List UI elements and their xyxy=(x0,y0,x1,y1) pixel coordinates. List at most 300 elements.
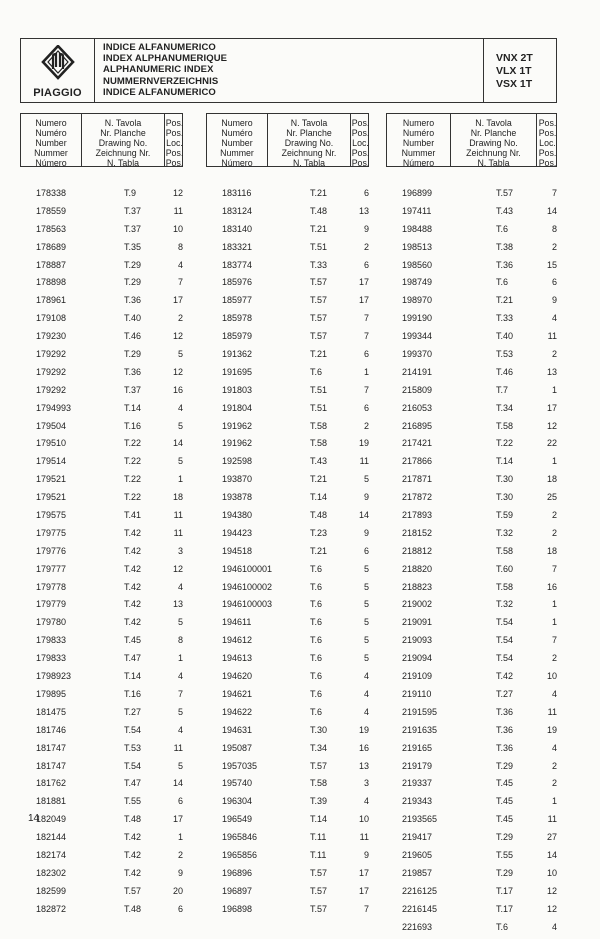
part-number: 183124 xyxy=(222,205,253,216)
table-number: T.43 xyxy=(496,205,514,216)
header-line: Numéro xyxy=(221,128,253,138)
part-number: 219093 xyxy=(402,635,433,646)
table-number: T.22 xyxy=(124,438,142,449)
part-number: 179777 xyxy=(36,563,67,574)
header-pos xyxy=(536,114,558,166)
list-item xyxy=(402,832,557,850)
part-number: 195740 xyxy=(222,778,253,789)
position-number: 5 xyxy=(177,706,183,717)
header-numero xyxy=(387,114,450,166)
part-number: 179510 xyxy=(36,438,67,449)
part-number: 179778 xyxy=(36,581,67,592)
list-item xyxy=(402,671,557,689)
header-line: Loc. xyxy=(539,138,556,148)
position-number: 11 xyxy=(173,205,183,216)
part-number: 185977 xyxy=(222,295,253,306)
position-number: 13 xyxy=(172,599,183,610)
list-item xyxy=(222,260,369,278)
table-number: T.46 xyxy=(124,331,142,342)
title-line: NUMMERNVERZEICHNIS xyxy=(103,75,219,87)
list-item xyxy=(402,456,557,474)
list-item xyxy=(36,242,183,260)
part-number: 1946100003 xyxy=(222,599,273,610)
header-line: Zeichnung Nr. xyxy=(281,148,337,158)
table-number: T.21 xyxy=(310,223,328,234)
table-number: T.21 xyxy=(496,295,514,306)
header-line: Numero xyxy=(221,118,253,128)
part-number: 182302 xyxy=(36,867,67,878)
table-number: T.32 xyxy=(496,527,514,538)
part-number: 219091 xyxy=(402,617,433,628)
position-number: 7 xyxy=(363,331,369,342)
position-number: 4 xyxy=(551,313,557,324)
part-number: 196549 xyxy=(222,814,253,825)
list-item xyxy=(222,528,369,546)
table-number: T.57 xyxy=(310,760,328,771)
table-number: T.14 xyxy=(124,402,142,413)
header-tavola xyxy=(450,114,536,166)
position-number: 5 xyxy=(363,581,369,592)
part-number: 194620 xyxy=(222,671,253,682)
table-number: T.14 xyxy=(124,671,142,682)
part-number: 179779 xyxy=(36,599,67,610)
table-number: T.33 xyxy=(496,313,514,324)
table-number: T.54 xyxy=(496,617,514,628)
part-number: 218812 xyxy=(402,545,433,556)
position-number: 14 xyxy=(546,205,557,216)
header-line: Number xyxy=(35,138,67,148)
position-number: 17 xyxy=(358,885,369,896)
list-item xyxy=(222,188,369,206)
part-number: 196898 xyxy=(222,903,253,914)
part-number: 191804 xyxy=(222,402,253,413)
header-line: Drawing No. xyxy=(469,138,518,148)
table-number: T.42 xyxy=(124,527,142,538)
list-item xyxy=(36,617,183,635)
header-line: Pos. xyxy=(538,118,557,128)
table-number: T.58 xyxy=(310,420,328,431)
header-line: Pos. xyxy=(351,158,370,168)
list-item xyxy=(222,492,369,510)
part-number: 198488 xyxy=(402,223,433,234)
list-item xyxy=(36,474,183,492)
list-item xyxy=(402,313,557,331)
position-number: 4 xyxy=(551,688,557,699)
list-item xyxy=(36,331,183,349)
position-number: 2 xyxy=(177,313,183,324)
position-number: 4 xyxy=(177,402,183,413)
list-item xyxy=(36,689,183,707)
position-number: 11 xyxy=(173,742,183,753)
list-item xyxy=(222,349,369,367)
header-line: Zeichnung Nr. xyxy=(466,148,521,158)
position-number: 27 xyxy=(546,832,557,843)
list-item xyxy=(402,599,557,617)
table-number: T.57 xyxy=(496,188,514,198)
table-number: T.39 xyxy=(310,796,328,807)
table-number: T.14 xyxy=(310,492,328,503)
list-item xyxy=(36,832,183,850)
part-number: 194423 xyxy=(222,527,253,538)
table-number: T.51 xyxy=(310,402,328,413)
table-number: T.45 xyxy=(124,635,142,646)
position-number: 11 xyxy=(547,706,557,717)
list-item xyxy=(36,725,183,743)
position-number: 16 xyxy=(358,742,369,753)
part-number: 195087 xyxy=(222,742,253,753)
part-number: 178898 xyxy=(36,277,67,288)
table-number: T.57 xyxy=(124,885,142,896)
list-item xyxy=(222,599,369,617)
list-item xyxy=(222,313,369,331)
list-item xyxy=(402,922,557,939)
position-number: 10 xyxy=(358,814,369,825)
list-item xyxy=(222,832,369,850)
list-item xyxy=(402,349,557,367)
list-item xyxy=(222,707,369,725)
position-number: 15 xyxy=(546,259,557,270)
table-number: T.57 xyxy=(310,885,328,896)
list-item xyxy=(36,707,183,725)
list-item xyxy=(36,224,183,242)
position-number: 5 xyxy=(363,617,369,628)
list-item xyxy=(36,796,183,814)
header-line: Pos. xyxy=(351,118,370,128)
table-number: T.36 xyxy=(496,742,514,753)
list-item xyxy=(402,421,557,439)
table-number: T.53 xyxy=(496,349,514,360)
list-item xyxy=(222,277,369,295)
part-number: 199344 xyxy=(402,331,433,342)
list-item xyxy=(36,761,183,779)
part-number: 182144 xyxy=(36,832,67,843)
list-item xyxy=(36,528,183,546)
table-number: T.58 xyxy=(310,438,328,449)
part-number: 179575 xyxy=(36,510,67,521)
table-number: T.58 xyxy=(496,545,514,556)
position-number: 12 xyxy=(172,331,183,342)
table-number: T.51 xyxy=(310,384,328,395)
header-line: Pos. xyxy=(165,118,184,128)
table-number: T.38 xyxy=(496,241,514,252)
part-number: 179504 xyxy=(36,420,67,431)
position-number: 20 xyxy=(172,885,183,896)
part-number: 1946100001 xyxy=(222,563,273,574)
list-item xyxy=(36,367,183,385)
position-number: 2 xyxy=(551,241,557,252)
position-number: 9 xyxy=(551,295,557,306)
table-number: T.36 xyxy=(496,259,514,270)
list-item xyxy=(402,528,557,546)
list-item xyxy=(222,403,369,421)
position-number: 7 xyxy=(363,313,369,324)
table-number: T.14 xyxy=(310,814,328,825)
index-column-2 xyxy=(222,188,369,922)
position-number: 8 xyxy=(177,635,183,646)
part-number: 194622 xyxy=(222,706,253,717)
table-number: T.54 xyxy=(496,635,514,646)
part-number: 191962 xyxy=(222,420,253,431)
list-item xyxy=(36,456,183,474)
part-number: 178559 xyxy=(36,205,67,216)
table-number: T.21 xyxy=(310,349,328,360)
list-item xyxy=(222,904,369,922)
header-line: Nr. Planche xyxy=(286,128,332,138)
part-number: 181881 xyxy=(36,796,67,807)
header-line: Nr. Planche xyxy=(100,128,146,138)
position-number: 12 xyxy=(546,885,557,896)
list-item xyxy=(222,886,369,904)
table-number: T.45 xyxy=(496,778,514,789)
table-number: T.17 xyxy=(496,903,514,914)
header-line: Pos. xyxy=(165,128,184,138)
position-number: 18 xyxy=(546,545,557,556)
list-item xyxy=(402,277,557,295)
position-number: 4 xyxy=(177,581,183,592)
table-number: T.37 xyxy=(124,384,142,395)
part-number: 179292 xyxy=(36,384,67,395)
position-number: 6 xyxy=(177,796,183,807)
header-numero xyxy=(207,114,267,166)
position-number: 12 xyxy=(546,420,557,431)
table-number: T.6 xyxy=(496,277,509,288)
part-number: 197411 xyxy=(402,205,432,216)
table-number: T.21 xyxy=(310,545,328,556)
table-number: T.48 xyxy=(124,903,142,914)
part-number: 218152 xyxy=(402,527,433,538)
part-number: 194621 xyxy=(222,688,253,699)
table-number: T.42 xyxy=(124,545,142,556)
part-number: 185976 xyxy=(222,277,253,288)
table-number: T.57 xyxy=(310,295,328,306)
header-line: Number xyxy=(221,138,253,148)
part-number: 182174 xyxy=(36,849,67,860)
table-number: T.60 xyxy=(496,563,514,574)
list-item xyxy=(222,743,369,761)
part-number: 183774 xyxy=(222,259,253,270)
table-number: T.54 xyxy=(124,724,142,735)
table-number: T.6 xyxy=(310,617,323,628)
position-number: 17 xyxy=(172,295,183,306)
position-number: 1 xyxy=(551,617,557,628)
position-number: 7 xyxy=(551,563,557,574)
list-item xyxy=(402,582,557,600)
list-item xyxy=(36,564,183,582)
position-number: 10 xyxy=(546,867,557,878)
list-item xyxy=(222,671,369,689)
position-number: 4 xyxy=(363,706,369,717)
table-number: T.42 xyxy=(124,617,142,628)
list-item xyxy=(36,850,183,868)
position-number: 4 xyxy=(363,688,369,699)
part-number: 194611 xyxy=(222,617,252,628)
part-number: 178338 xyxy=(36,188,67,198)
position-number: 5 xyxy=(363,474,369,485)
list-item xyxy=(36,886,183,904)
table-number: T.57 xyxy=(310,313,328,324)
table-number: T.34 xyxy=(496,402,514,413)
table-number: T.47 xyxy=(124,653,142,664)
column-header-1 xyxy=(20,113,183,167)
list-item xyxy=(36,260,183,278)
list-item xyxy=(222,761,369,779)
table-number: T.6 xyxy=(310,581,323,592)
part-number: 182599 xyxy=(36,885,67,896)
position-number: 1 xyxy=(551,384,557,395)
list-item xyxy=(402,814,557,832)
part-number: 219179 xyxy=(402,760,433,771)
header-line: Loc. xyxy=(352,138,369,148)
list-item xyxy=(36,313,183,331)
model-label: VLX 1T xyxy=(496,65,532,77)
position-number: 12 xyxy=(172,366,183,377)
position-number: 4 xyxy=(177,259,183,270)
list-item xyxy=(36,546,183,564)
position-number: 8 xyxy=(177,241,183,252)
position-number: 6 xyxy=(551,277,557,288)
header-line: Pos. xyxy=(538,158,557,168)
position-number: 6 xyxy=(363,188,369,198)
list-item xyxy=(36,492,183,510)
list-item xyxy=(222,438,369,456)
list-item xyxy=(222,242,369,260)
table-number: T.6 xyxy=(310,706,323,717)
position-number: 13 xyxy=(358,760,369,771)
part-number: 178887 xyxy=(36,259,67,270)
position-number: 16 xyxy=(546,581,557,592)
position-number: 5 xyxy=(177,760,183,771)
position-number: 10 xyxy=(172,223,183,234)
table-number: T.43 xyxy=(310,456,328,467)
table-number: T.36 xyxy=(496,706,514,717)
header-line: N. Tavola xyxy=(475,118,512,128)
table-number: T.37 xyxy=(124,205,142,216)
part-number: 219605 xyxy=(402,849,433,860)
table-number: T.51 xyxy=(310,241,328,252)
header-line: Pos. xyxy=(538,128,557,138)
table-number: T.6 xyxy=(310,366,323,377)
part-number: 179895 xyxy=(36,688,67,699)
part-number: 194380 xyxy=(222,510,253,521)
table-number: T.27 xyxy=(124,706,142,717)
position-number: 16 xyxy=(172,384,183,395)
position-number: 9 xyxy=(363,223,369,234)
list-item xyxy=(402,904,557,922)
table-number: T.21 xyxy=(310,188,328,198)
part-number: 181475 xyxy=(36,706,67,717)
table-number: T.22 xyxy=(124,474,142,485)
position-number: 9 xyxy=(177,867,183,878)
position-number: 17 xyxy=(546,402,557,413)
position-number: 7 xyxy=(177,688,183,699)
part-number: 221693 xyxy=(402,921,433,932)
list-item xyxy=(36,206,183,224)
header-line: Zeichnung Nr. xyxy=(95,148,151,158)
list-item xyxy=(222,331,369,349)
part-number: 182872 xyxy=(36,903,67,914)
position-number: 6 xyxy=(363,402,369,413)
position-number: 2 xyxy=(551,778,557,789)
table-number: T.33 xyxy=(310,259,328,270)
part-number: 2216145 xyxy=(402,903,438,914)
table-number: T.36 xyxy=(124,366,142,377)
position-number: 18 xyxy=(172,492,183,503)
header-tavola xyxy=(267,114,350,166)
table-number: T.29 xyxy=(496,760,514,771)
part-number: 217871 xyxy=(402,474,433,485)
header-line: Numéro xyxy=(35,128,67,138)
list-item xyxy=(402,653,557,671)
part-number: 219094 xyxy=(402,653,433,664)
part-number: 179230 xyxy=(36,331,67,342)
position-number: 13 xyxy=(546,366,557,377)
header-line: Loc. xyxy=(166,138,183,148)
position-number: 1 xyxy=(551,599,557,610)
position-number: 5 xyxy=(177,456,183,467)
table-number: T.30 xyxy=(496,474,514,485)
position-number: 2 xyxy=(363,420,369,431)
part-number: 181747 xyxy=(36,760,67,771)
part-number: 2191635 xyxy=(402,724,438,735)
table-number: T.22 xyxy=(496,438,514,449)
position-number: 8 xyxy=(551,223,557,234)
header-line: Número xyxy=(402,158,435,168)
position-number: 11 xyxy=(359,832,369,843)
part-number: 194613 xyxy=(222,653,253,664)
list-item xyxy=(402,474,557,492)
table-number: T.59 xyxy=(496,510,514,521)
position-number: 2 xyxy=(551,527,557,538)
part-number: 217866 xyxy=(402,456,433,467)
header-line: N. Tabla xyxy=(106,158,140,168)
position-number: 13 xyxy=(358,205,369,216)
list-item xyxy=(402,761,557,779)
table-number: T.57 xyxy=(310,277,328,288)
position-number: 17 xyxy=(358,277,369,288)
position-number: 2 xyxy=(177,849,183,860)
table-number: T.29 xyxy=(124,277,142,288)
title-line: INDICE ALFANUMERICO xyxy=(103,86,216,98)
position-number: 4 xyxy=(177,724,183,735)
position-number: 5 xyxy=(363,563,369,574)
table-number: T.27 xyxy=(496,688,514,699)
model-label: VNX 2T xyxy=(496,52,533,64)
position-number: 17 xyxy=(358,867,369,878)
list-item xyxy=(36,599,183,617)
list-item xyxy=(402,385,557,403)
position-number: 14 xyxy=(546,849,557,860)
header-line: Pos. xyxy=(351,128,370,138)
list-item xyxy=(402,438,557,456)
table-number: T.14 xyxy=(496,456,514,467)
header-line: N. Tabla xyxy=(477,158,510,168)
table-number: T.21 xyxy=(310,474,328,485)
position-number: 19 xyxy=(546,724,557,735)
list-item xyxy=(222,295,369,313)
part-number: 181762 xyxy=(36,778,67,789)
part-number: 179521 xyxy=(36,474,67,485)
position-number: 11 xyxy=(547,814,557,825)
part-number: 178961 xyxy=(36,295,67,306)
part-number: 1965856 xyxy=(222,849,258,860)
header-tavola xyxy=(81,114,164,166)
table-number: T.48 xyxy=(124,814,142,825)
title-line: ALPHANUMERIC INDEX xyxy=(103,64,214,76)
table-number: T.57 xyxy=(310,331,328,342)
part-number: 216895 xyxy=(402,420,433,431)
part-number: 191695 xyxy=(222,366,253,377)
part-number: 179776 xyxy=(36,545,67,556)
